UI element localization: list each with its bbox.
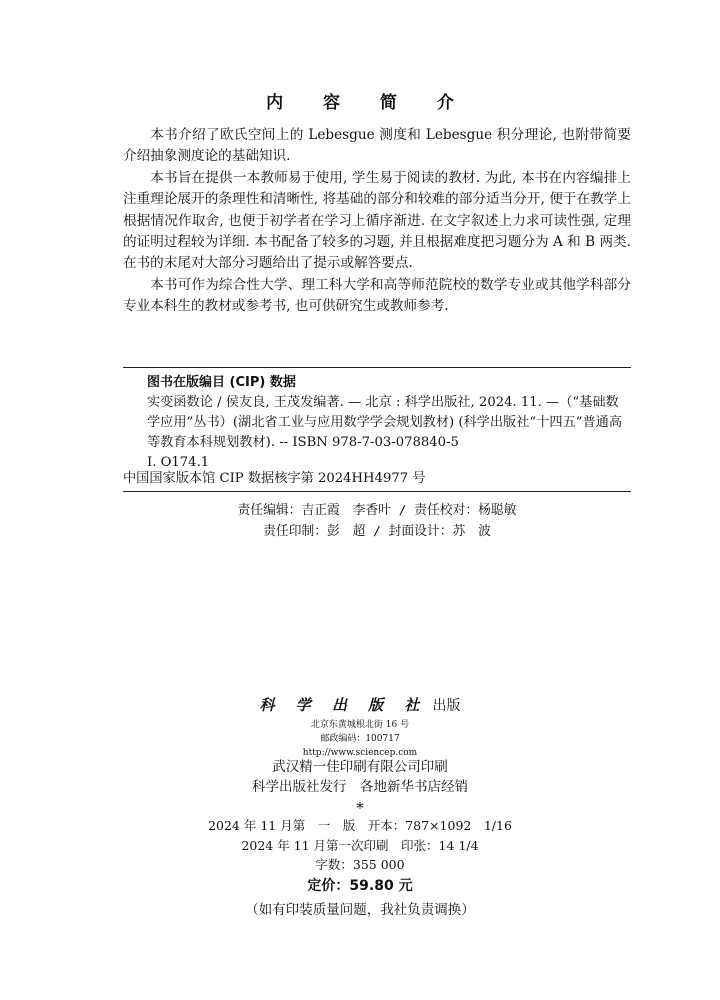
cip-classification: Ⅰ. O174.1 [147, 455, 210, 470]
intro-section [123, 125, 631, 318]
spec-block [0, 816, 720, 875]
intro-paragraph-3: 本书可作为综合性大学、理工科大学和高等师范院校的数学专业或其他学科部分专业本科生的教材或参考书, 也可供研究生或教师参考. [123, 276, 631, 315]
publisher-address: 北京东黄城根北街 16 号 [310, 720, 410, 730]
publisher-postcode: 邮政编码：100717 [320, 734, 400, 744]
page-title: 内 容 简 介 [266, 93, 471, 113]
cip-block [147, 373, 631, 473]
cip-heading: 图书在版编目 (CIP) 数据 [147, 375, 296, 390]
wordcount-line: 字数：355 000 [315, 857, 405, 872]
publisher-line [0, 694, 720, 715]
printing-block [0, 757, 720, 797]
publisher-address-block [0, 718, 720, 760]
publisher-website: http://www.sciencep.com [302, 748, 418, 758]
intro-paragraph-2: 本书旨在提供一本教师易于使用, 学生易于阅读的教材. 为此, 本书在内容编排上注重理论展开的条理性和清晰性, 将基础的部分和较难的部分适当分开, 便于在教学上根据情况作取舍, 也便于初学者在学习上循序渐进. 在文字叙述上力求可读性强, 定理的证明过程较为详细. 本书配备了较多的习题, 并且根据难度把习题分为 A 和 B 两类. 在书的末尾对大部分习题给出了提示或解答要点. [123, 169, 631, 272]
price-line: 定价：59.80 元 [307, 878, 413, 894]
credits-line-1: 责任编辑：吉正霞 李香叶 / 责任校对：杨聪敏 [237, 503, 517, 518]
quality-note: （如有印装质量问题，我社负责调换） [245, 902, 475, 918]
distribution-line: 科学出版社发行 各地新华书店经销 [252, 779, 468, 795]
cip-record: 中国国家版本馆 CIP 数据核字第 2024HH4977 号 [123, 471, 426, 486]
cip-top-rule [123, 367, 631, 368]
intro-paragraph-1: 本书介绍了欧氏空间上的 Lebesgue 测度和 Lebesgue 积分理论, 也附带简要介绍抽象测度论的基础知识. [123, 127, 631, 165]
printer-line: 武汉精一佳印刷有限公司印刷 [272, 759, 448, 775]
credits-line-2: 责任印制：彭 超 / 封面设计：苏 波 [263, 524, 491, 539]
cip-body: 实变函数论 / 侯友良, 王茂发编著. — 北京 : 科学出版社, 2024. 11. —（“基础数学应用”丛书）(湖北省工业与应用数学学会规划教材) (科学出版社“十四五”普通高等教育本科规划教材). -- ISBN 978-7-03-078840-5 [147, 395, 623, 450]
impression-line: 2024 年 11 月第一次印刷 印张：14 1/4 [241, 837, 479, 853]
separator-star: * [356, 799, 364, 817]
publisher-suffix: 出版 [432, 698, 461, 714]
edition-line: 2024 年 11 月第 一 版 开本：787×1092 1/16 [208, 818, 512, 833]
credits-block [123, 500, 631, 542]
cip-bottom-rule [123, 491, 631, 492]
publisher-name: 科 学 出 版 社 [259, 696, 428, 714]
